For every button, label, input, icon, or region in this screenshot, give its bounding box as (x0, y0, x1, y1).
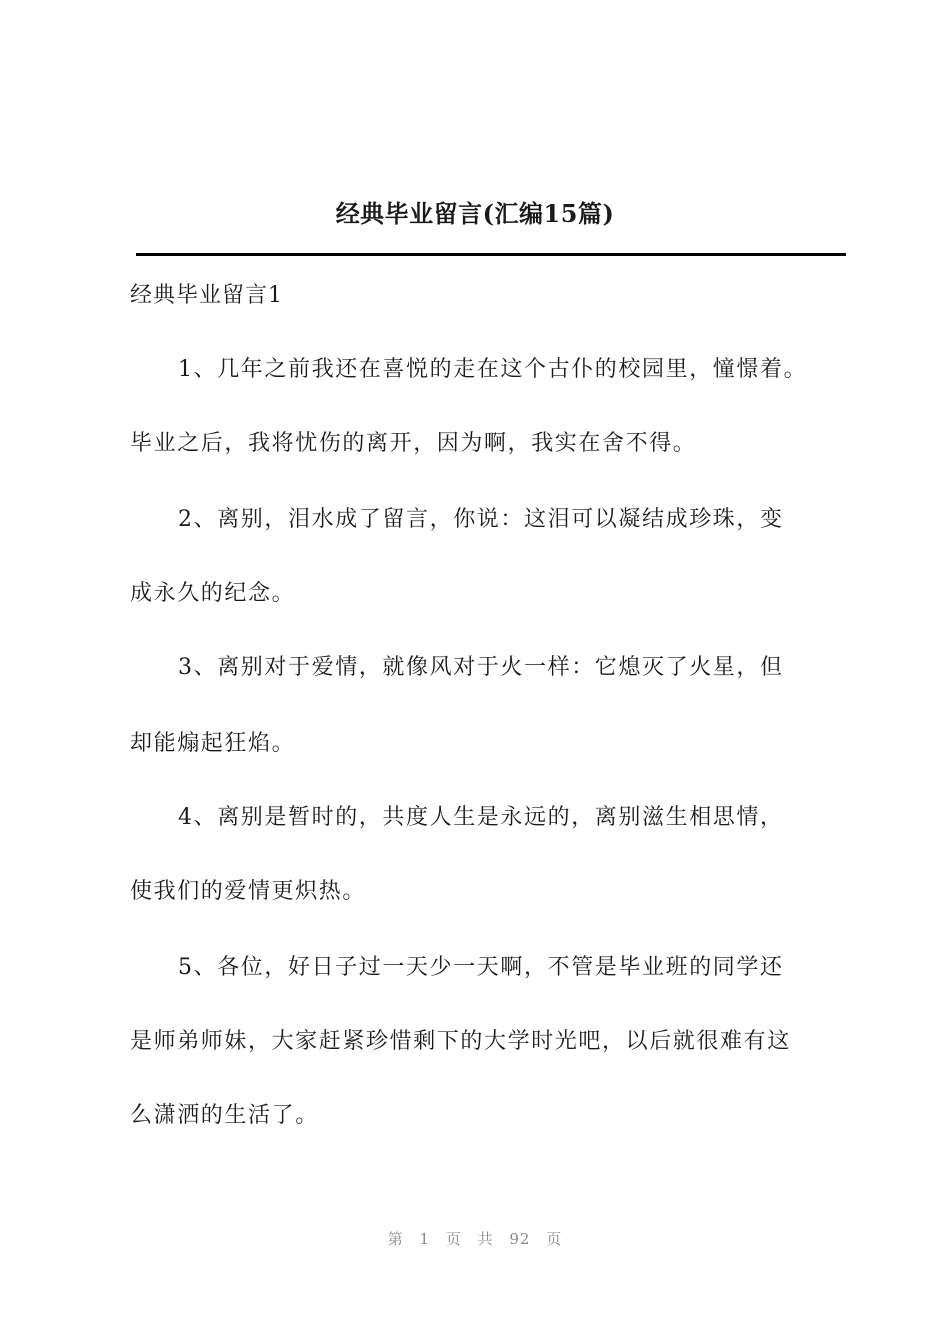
paragraph-line: 3、离别对于爱情，就像风对于火一样：它熄灭了火星，但 (178, 655, 784, 680)
paragraph-line: 2、离别，泪水成了留言，你说：这泪可以凝结成珍珠，变 (178, 507, 784, 532)
paragraph-line: 是师弟师妹，大家赶紧珍惜剩下的大学时光吧，以后就很难有这 (130, 1029, 791, 1054)
paragraph-line: 5、各位，好日子过一天少一天啊，不管是毕业班的同学还 (178, 955, 784, 980)
section-heading: 经典毕业留言1 (130, 283, 283, 308)
paragraph-line: 成永久的纪念。 (130, 581, 296, 606)
title-divider (136, 253, 846, 256)
document-title: 经典毕业留言(汇编15篇) (335, 199, 615, 228)
paragraph-line: 使我们的爱情更炽热。 (130, 879, 367, 904)
page-number-footer: 第 1 页 共 92 页 (387, 1230, 563, 1248)
paragraph-line: 1、几年之前我还在喜悦的走在这个古仆的校园里，憧憬着。 (178, 357, 808, 382)
paragraph-line: 么潇洒的生活了。 (130, 1103, 319, 1128)
paragraph-line: 4、离别是暂时的，共度人生是永远的，离别滋生相思情， (178, 805, 784, 830)
paragraph-line: 毕业之后，我将忧伤的离开，因为啊，我实在舍不得。 (130, 431, 697, 456)
paragraph-line: 却能煽起狂焰。 (130, 731, 296, 756)
